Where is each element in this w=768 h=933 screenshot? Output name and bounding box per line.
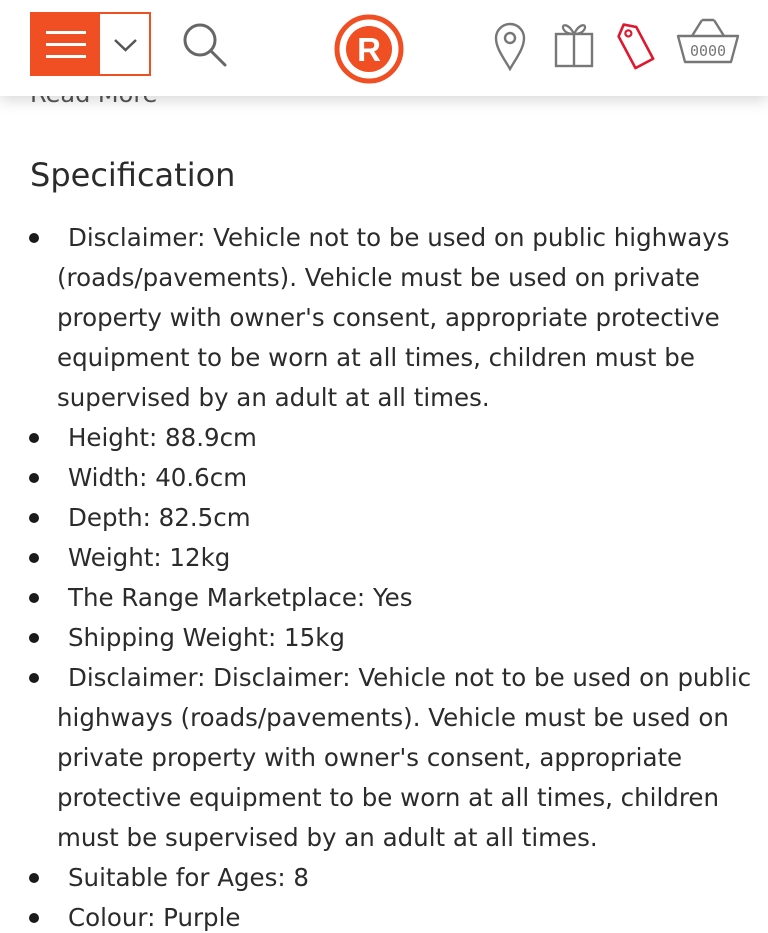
menu-icon[interactable] [32,14,100,74]
bullet [29,473,39,483]
specification-heading: Specification [30,156,236,194]
spec-item-shipping-weight: Shipping Weight: 15kg [0,618,768,658]
bullet [29,553,39,563]
spec-item-weight: Weight: 12kg [0,538,768,578]
bullet [29,513,39,523]
spec-item-ages: Suitable for Ages: 8 [0,858,768,898]
logo-icon[interactable] [333,13,405,85]
location-pin-icon[interactable] [492,20,528,72]
gift-icon[interactable] [552,18,596,70]
basket-icon[interactable] [675,14,741,70]
spec-item-height: Height: 88.9cm [0,418,768,458]
spec-item-marketplace: The Range Marketplace: Yes [0,578,768,618]
bullet [29,233,39,243]
site-header [0,0,768,96]
specification-list [0,218,768,933]
spec-item-disclaimer-2: Disclaimer: Disclaimer: Vehicle not to be used on public highways (roads/pavements). Vehicle must be used on private property with owner's consent, appropriate protective equipment to be worn at all times, children must be supervised by an adult at all times. [0,658,768,858]
spec-item-width: Width: 40.6cm [0,458,768,498]
bullet [29,433,39,443]
chevron-down-icon[interactable] [100,14,151,74]
svg-text:R: R [357,31,381,68]
search-icon[interactable] [180,20,230,70]
menu-button[interactable] [30,12,151,76]
spec-item-colour: Colour: Purple [0,898,768,933]
bullet [29,913,39,923]
bullet [29,673,39,683]
spec-item-depth: Depth: 82.5cm [0,498,768,538]
price-tag-icon[interactable] [610,16,658,72]
spec-item-disclaimer: Disclaimer: Vehicle not to be used on public highways (roads/pavements). Vehicle must be used on private property with owner's consent, appropriate protective equipment to be worn at all times, children must be supervised by an adult at all times. [0,218,768,418]
bullet [29,873,39,883]
bullet [29,633,39,643]
svg-text:0000: 0000 [689,42,727,60]
bullet [29,593,39,603]
